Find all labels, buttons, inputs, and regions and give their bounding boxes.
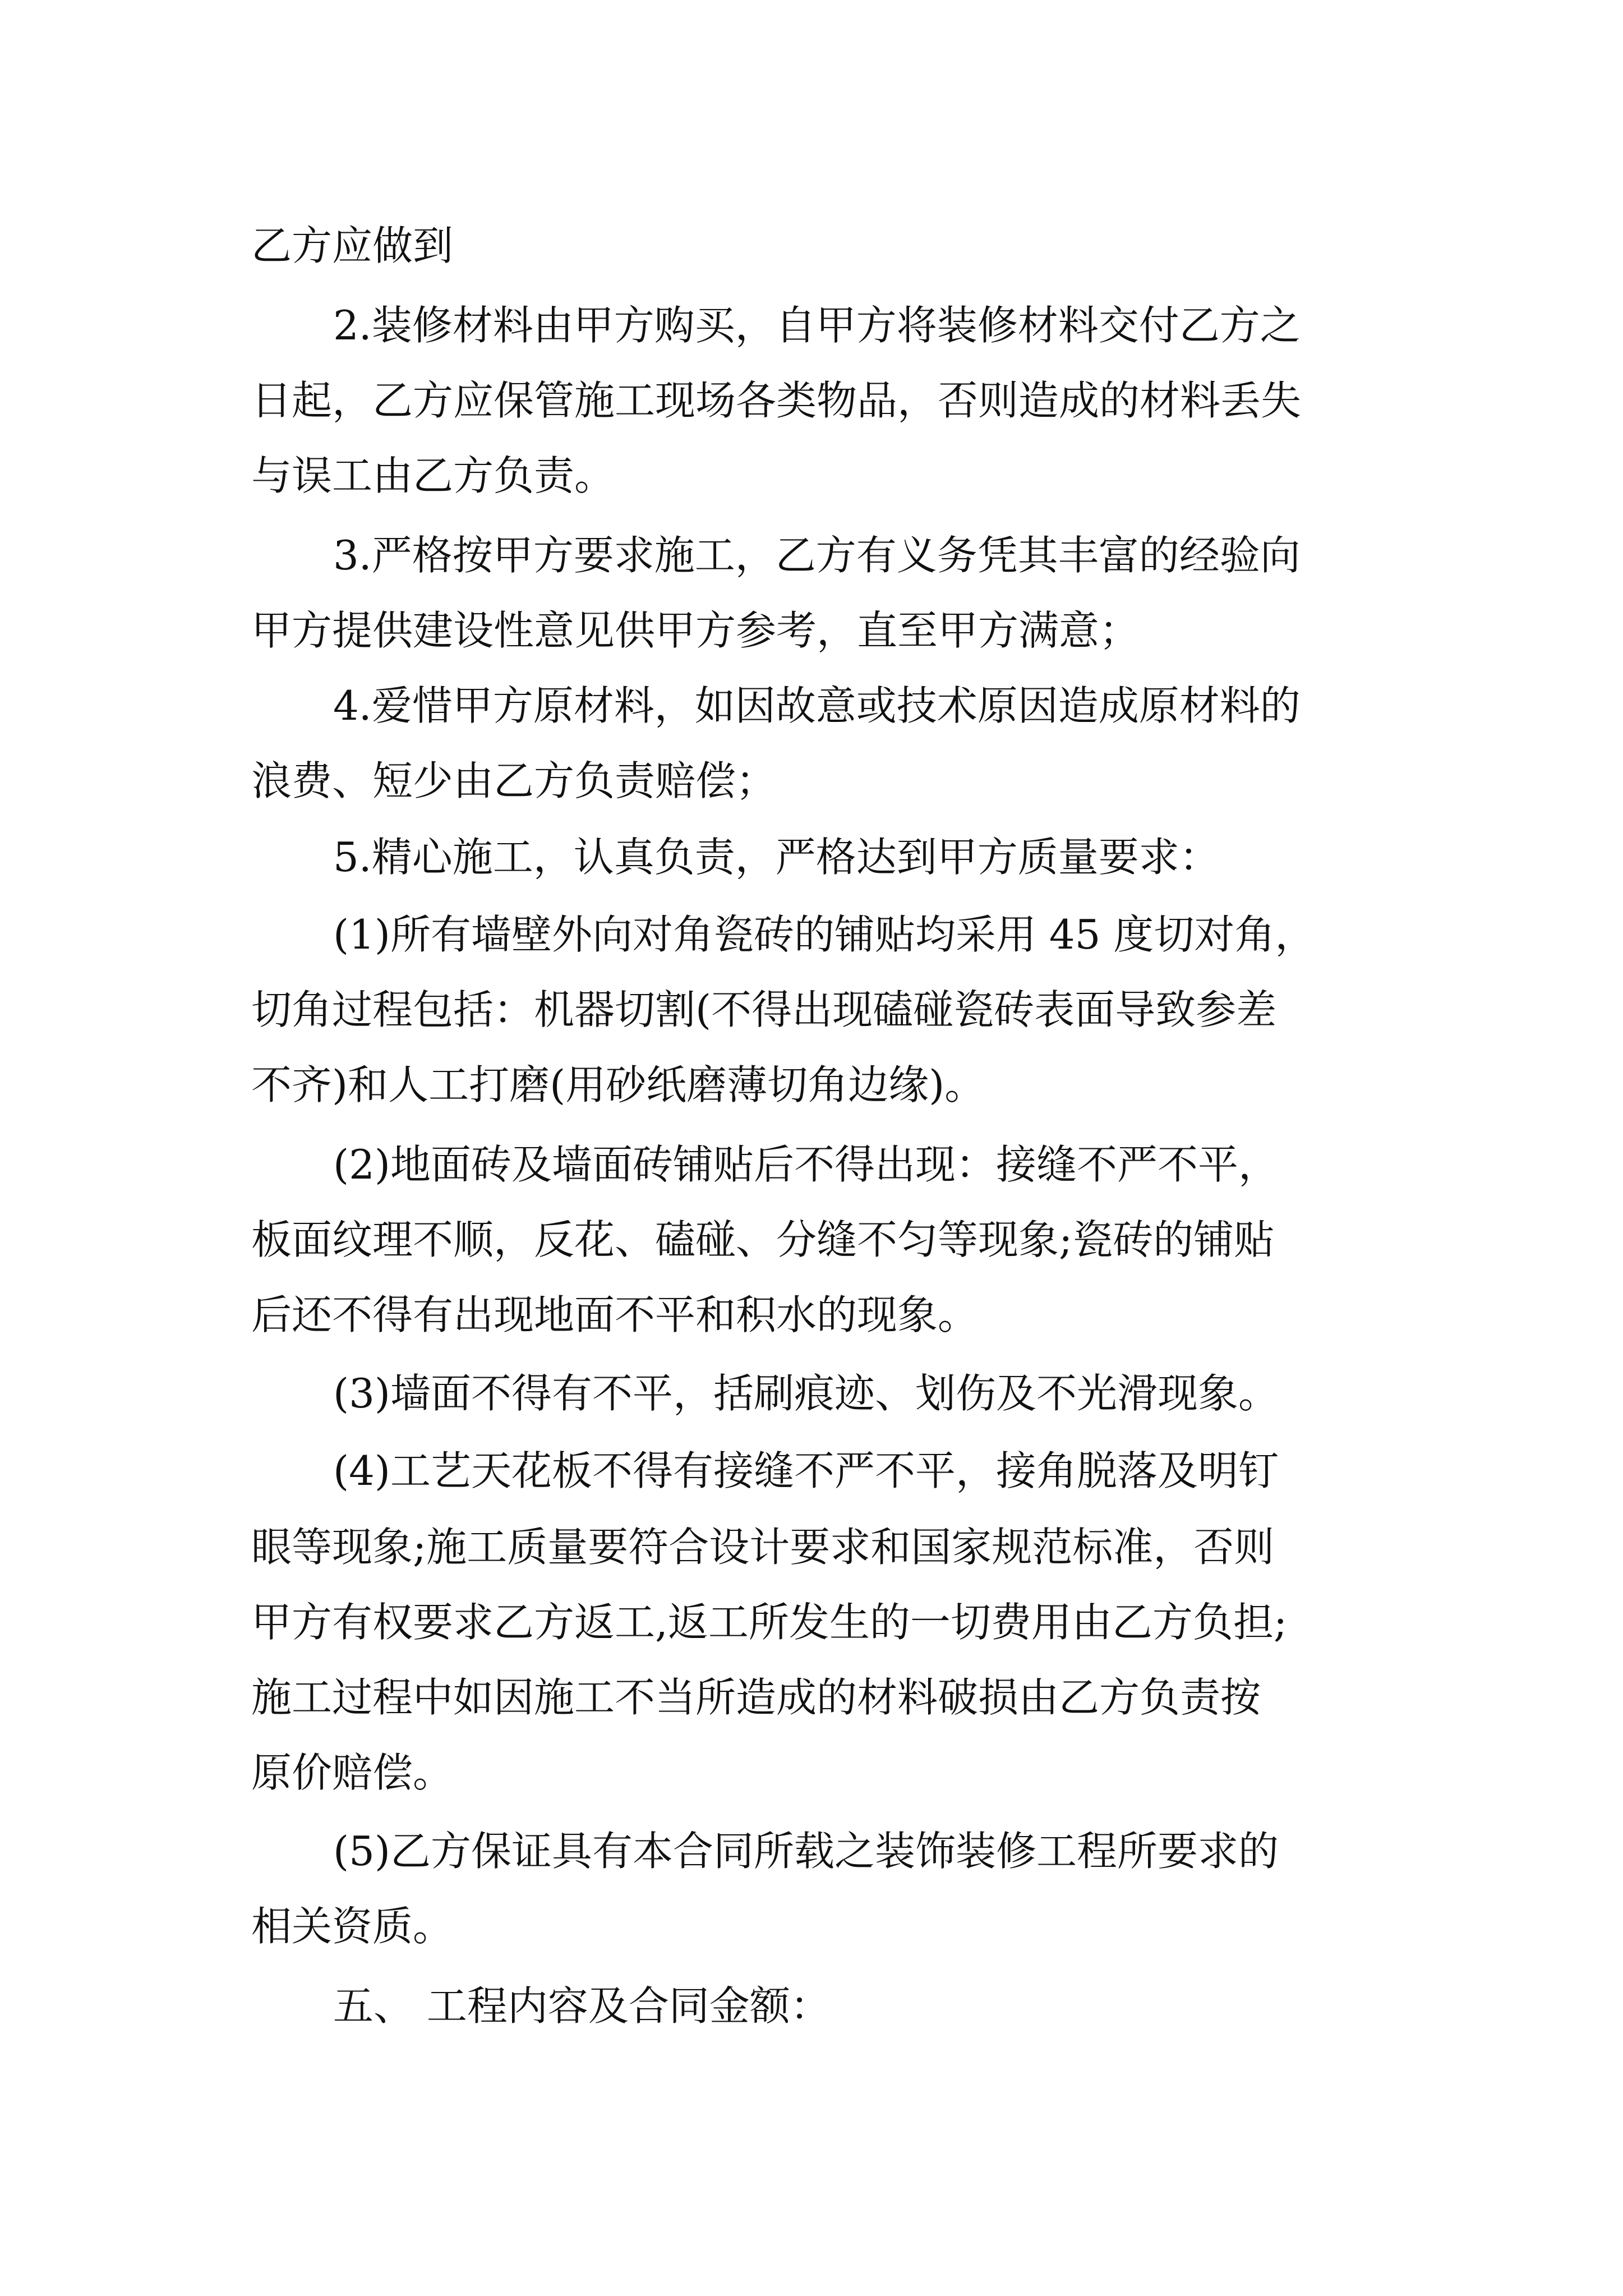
paragraph-line: 原价赔偿。 [251,1749,454,1796]
paragraph-line: (3)墙面不得有不平，括刷痕迹、划伤及不光滑现象。 [333,1370,1279,1417]
paragraph-line: (1)所有墙壁外向对角瓷砖的铺贴均采用 45 度切对角， [333,911,1316,958]
paragraph-line: 日起，乙方应保管施工现场各类物品，否则造成的材料丢失 [251,377,1302,424]
paragraph-line: (2)地面砖及墙面砖铺贴后不得出现：接缝不严不平， [333,1141,1279,1188]
paragraph-line: 甲方提供建设性意见供甲方参考，直至甲方满意； [251,607,1140,654]
paragraph-line: 2.装修材料由甲方购买，自甲方将装修材料交付乙方之 [333,302,1301,349]
paragraph-line: 3.严格按甲方要求施工，乙方有义务凭其丰富的经验向 [333,532,1301,579]
paragraph-line: 相关资质。 [251,1903,454,1950]
paragraph-line: 甲方有权要求乙方返工,返工所发生的一切费用由乙方负担; [251,1599,1288,1646]
paragraph-line: 浪费、短少由乙方负责赔偿； [251,757,777,804]
paragraph-line: 乙方应做到 [251,222,454,269]
paragraph-line: 施工过程中如因施工不当所造成的材料破损由乙方负责按 [251,1674,1261,1721]
section-heading: 五、 工程内容及合同金额： [333,1982,831,2030]
paragraph-line: (5)乙方保证具有本合同所载之装饰装修工程所要求的 [333,1828,1279,1875]
paragraph-line: (4)工艺天花板不得有接缝不严不平，接角脱落及明钉 [333,1447,1279,1494]
paragraph-line: 板面纹理不顺，反花、磕碰、分缝不匀等现象;瓷砖的铺贴 [251,1216,1275,1263]
paragraph-line: 眼等现象;施工质量要符合设计要求和国家规范标准，否则 [251,1524,1275,1571]
paragraph-line: 4.爱惜甲方原材料，如因故意或技术原因造成原材料的 [333,682,1301,729]
paragraph-line: 与误工由乙方负责。 [251,452,615,499]
paragraph-line: 不齐)和人工打磨(用砂纸磨薄切角边缘)。 [251,1061,985,1108]
paragraph-line: 5.精心施工，认真负责，严格达到甲方质量要求： [333,834,1220,881]
paragraph-line: 后还不得有出现地面不平和积水的现象。 [251,1291,979,1338]
paragraph-line: 切角过程包括：机器切割(不得出现磕碰瓷砖表面导致参差 [251,986,1277,1033]
